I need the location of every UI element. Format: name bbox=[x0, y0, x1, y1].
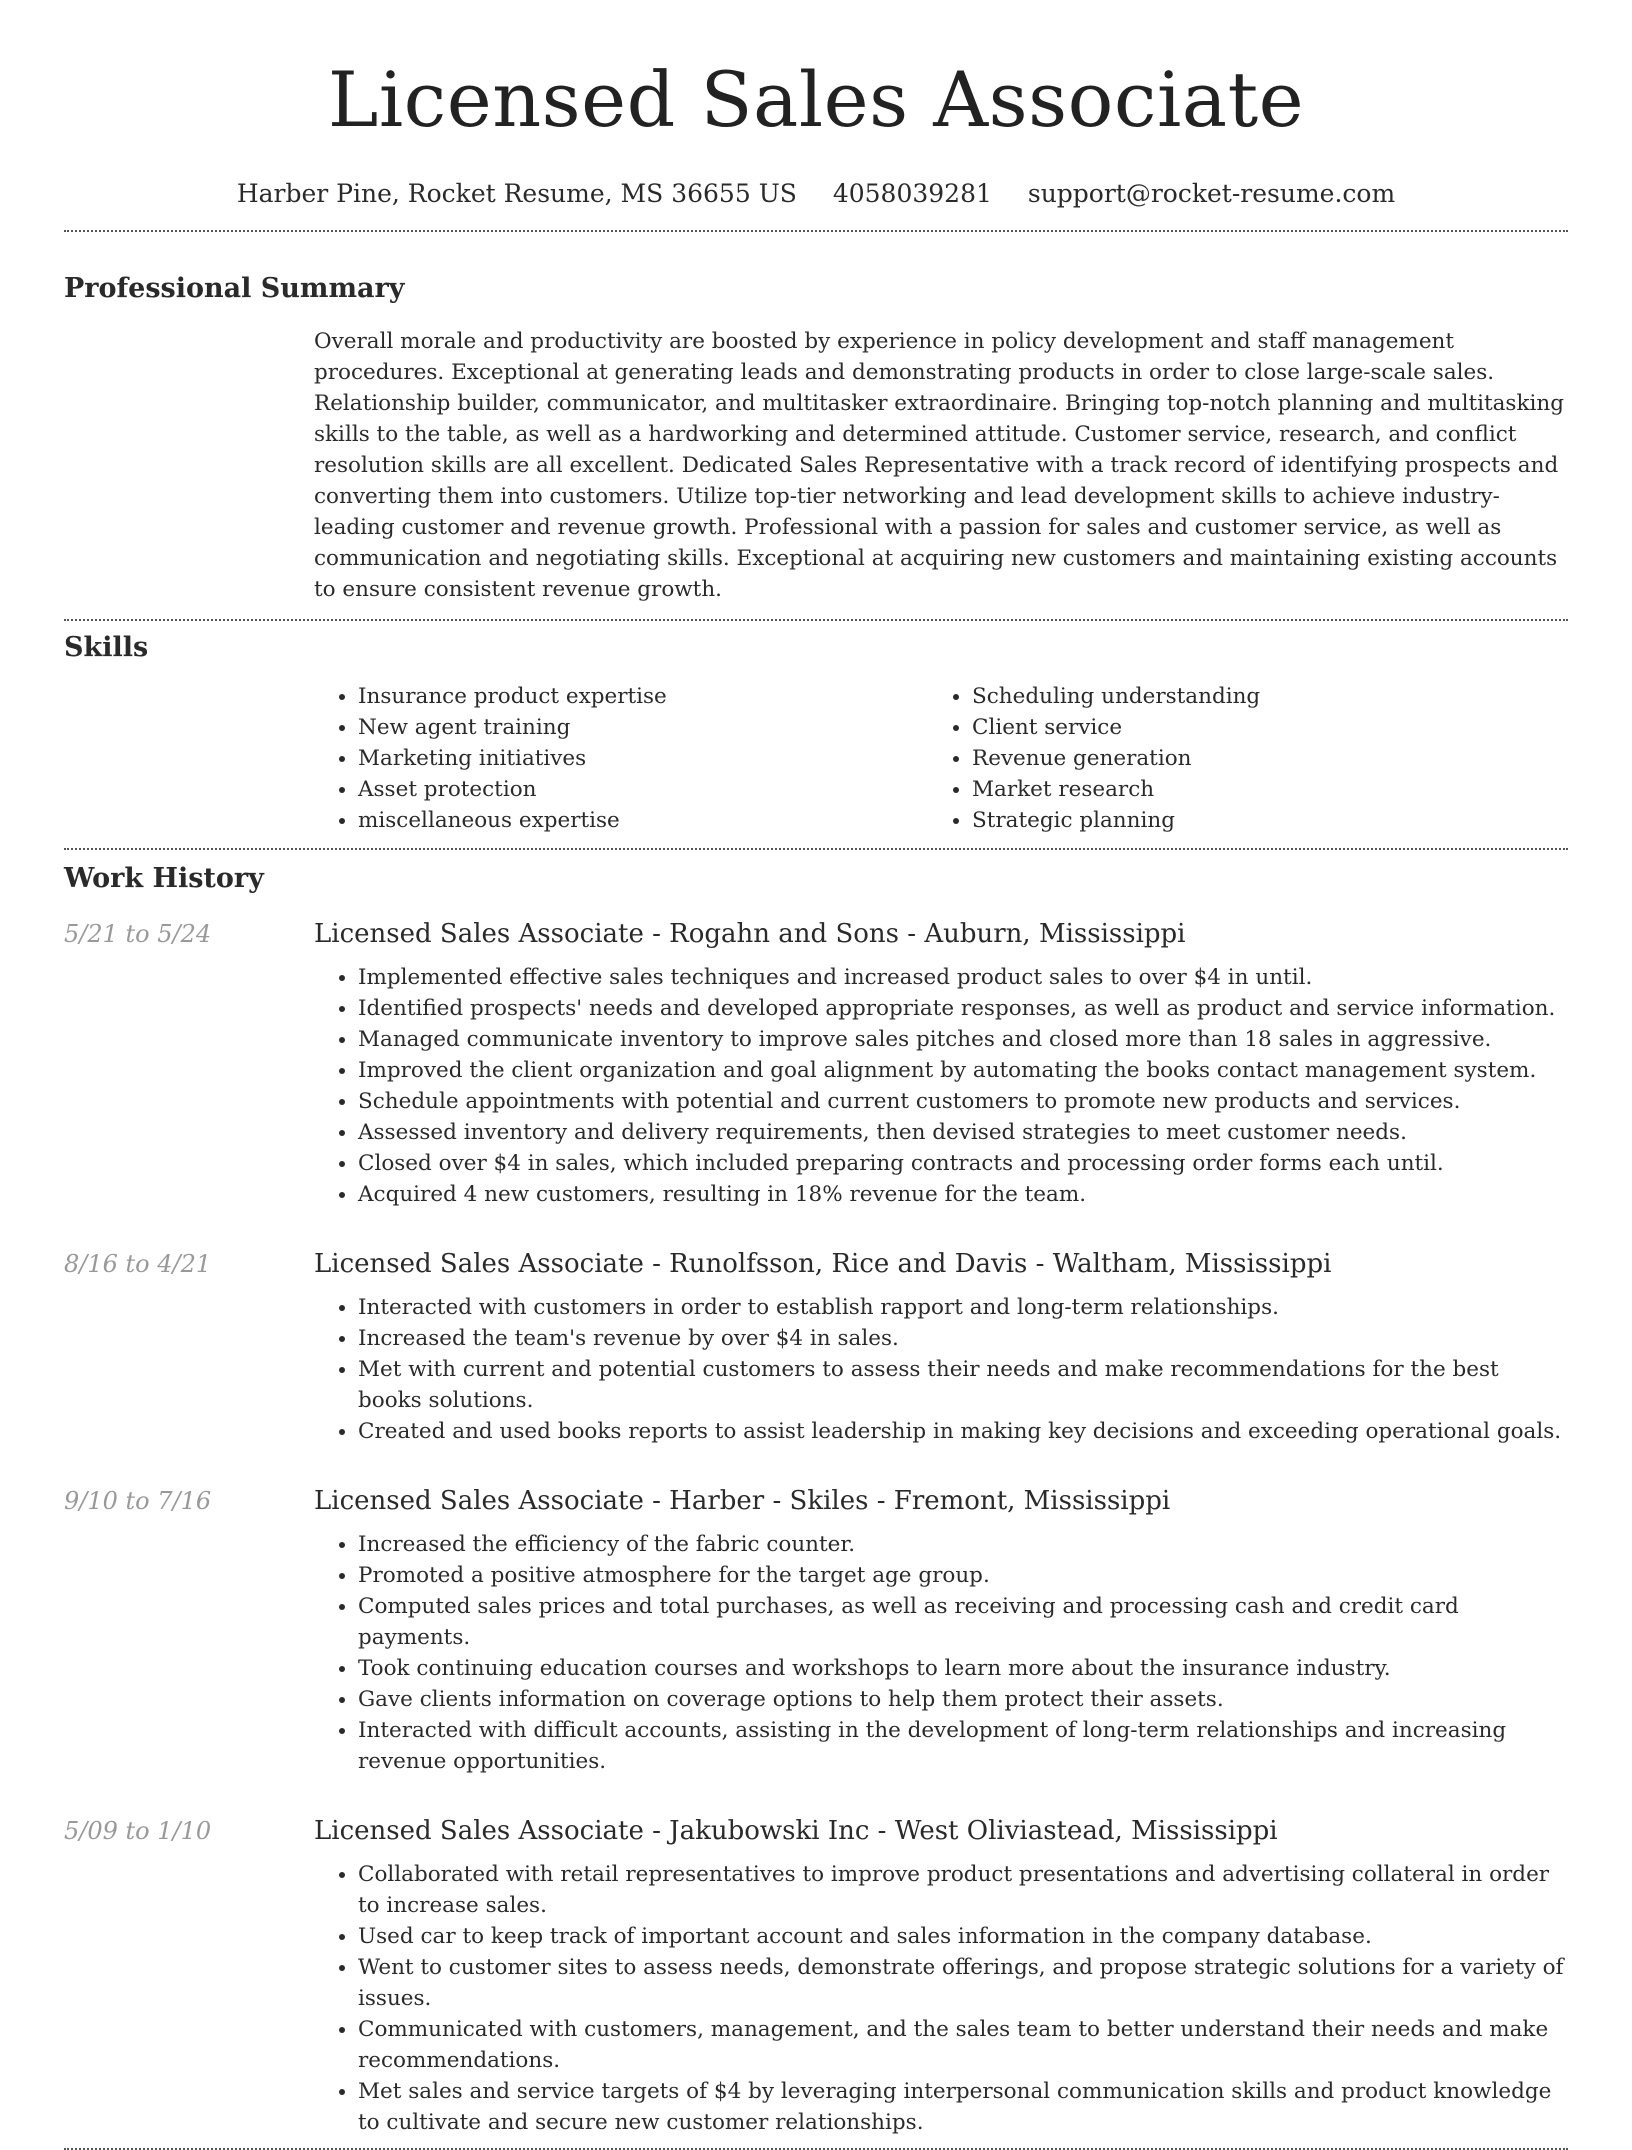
skills-column-left bbox=[314, 681, 928, 836]
skill-item: • Revenue generation bbox=[972, 743, 1542, 774]
job-bullet: • Closed over $4 in sales, which included preparing contracts and processing order forms each until. bbox=[358, 1148, 1568, 1179]
job-bullet: • Communicated with customers, management, and the sales team to better understand their needs and make recommendations. bbox=[358, 2014, 1568, 2076]
job-bullet: • Increased the efficiency of the fabric counter. bbox=[358, 1529, 1568, 1560]
job-bullets bbox=[314, 1292, 1568, 1447]
job-bullet: • Identified prospects' needs and developed appropriate responses, as well as product and service information. bbox=[358, 993, 1568, 1024]
skill-item: • Client service bbox=[972, 712, 1542, 743]
summary-heading: Professional Summary bbox=[64, 273, 405, 304]
job-bullet: • Created and used books reports to assist leadership in making key decisions and exceeding operational goals. bbox=[358, 1416, 1568, 1447]
job-bullet: • Increased the team's revenue by over $4 in sales. bbox=[358, 1323, 1568, 1354]
skill-item: • Scheduling understanding bbox=[972, 681, 1542, 712]
contact-address: Harber Pine, Rocket Resume, MS 36655 US bbox=[236, 179, 797, 208]
skill-item: • miscellaneous expertise bbox=[358, 805, 928, 836]
job-bullet: • Used car to keep track of important account and sales information in the company database. bbox=[358, 1921, 1568, 1952]
skills-heading: Skills bbox=[64, 632, 149, 663]
skill-item: • Strategic planning bbox=[972, 805, 1542, 836]
job-bullet: • Went to customer sites to assess needs, demonstrate offerings, and propose strategic solutions for a variety of issues. bbox=[358, 1952, 1568, 2014]
skill-item: • Marketing initiatives bbox=[358, 743, 928, 774]
job-bullets bbox=[314, 1529, 1568, 1777]
job-bullet: • Collaborated with retail representatives to improve product presentations and advertising collateral in order to increase sales. bbox=[358, 1859, 1568, 1921]
job-entry bbox=[64, 1485, 1568, 1777]
contact-email: support@rocket-resume.com bbox=[1027, 179, 1396, 208]
job-bullet: • Implemented effective sales techniques and increased product sales to over $4 in until. bbox=[358, 962, 1568, 993]
skill-item: • Asset protection bbox=[358, 774, 928, 805]
job-title: Licensed Sales Associate - Runolfsson, Rice and Davis - Waltham, Mississippi bbox=[314, 1249, 1332, 1279]
job-bullet: • Schedule appointments with potential and current customers to promote new products and services. bbox=[358, 1086, 1568, 1117]
job-title: Licensed Sales Associate - Jakubowski Inc - West Oliviastead, Mississippi bbox=[314, 1816, 1278, 1846]
job-bullets bbox=[314, 1859, 1568, 2138]
job-bullet: • Interacted with customers in order to establish rapport and long-term relationships. bbox=[358, 1292, 1568, 1323]
job-bullet: • Gave clients information on coverage options to help them protect their assets. bbox=[358, 1684, 1568, 1715]
job-bullet: • Managed communicate inventory to improve sales pitches and closed more than 18 sales in aggressive. bbox=[358, 1024, 1568, 1055]
job-dates: 5/21 to 5/24 bbox=[64, 920, 212, 948]
job-bullet: • Promoted a positive atmosphere for the target age group. bbox=[358, 1560, 1568, 1591]
job-entry bbox=[64, 918, 1568, 1210]
contact-phone: 4058039281 bbox=[832, 179, 992, 208]
job-bullet: • Computed sales prices and total purchases, as well as receiving and processing cash and credit card payments. bbox=[358, 1591, 1568, 1653]
section-divider bbox=[64, 230, 1568, 232]
job-bullet: • Met sales and service targets of $4 by leveraging interpersonal communication skills and product knowledge to cultivate and secure new customer relationships. bbox=[358, 2076, 1568, 2138]
work-history-heading: Work History bbox=[64, 863, 264, 894]
job-bullet: • Interacted with difficult accounts, assisting in the development of long-term relationships and increasing revenue opportunities. bbox=[358, 1715, 1568, 1777]
contact-line bbox=[64, 178, 1568, 210]
resume-title: Licensed Sales Associate bbox=[327, 55, 1305, 144]
job-entry bbox=[64, 1248, 1568, 1447]
skills-column-right bbox=[928, 681, 1542, 836]
job-bullets bbox=[314, 962, 1568, 1210]
job-bullet: • Acquired 4 new customers, resulting in 18% revenue for the team. bbox=[358, 1179, 1568, 1210]
job-bullet: • Assessed inventory and delivery requirements, then devised strategies to meet customer needs. bbox=[358, 1117, 1568, 1148]
job-entry bbox=[64, 1815, 1568, 2138]
skill-item: • New agent training bbox=[358, 712, 928, 743]
skills-list bbox=[314, 681, 1568, 836]
job-bullet: • Took continuing education courses and workshops to learn more about the insurance industry. bbox=[358, 1653, 1568, 1684]
job-dates: 9/10 to 7/16 bbox=[64, 1487, 212, 1515]
job-bullet: • Improved the client organization and goal alignment by automating the books contact management system. bbox=[358, 1055, 1568, 1086]
job-title: Licensed Sales Associate - Rogahn and Sons - Auburn, Mississippi bbox=[314, 919, 1186, 949]
job-dates: 8/16 to 4/21 bbox=[64, 1250, 212, 1278]
job-dates: 5/09 to 1/10 bbox=[64, 1817, 212, 1845]
summary-text: Overall morale and productivity are boosted by experience in policy development and staff management procedures. Exceptional at generating leads and demonstrating products in order to close large-scale sales. Relationship builder, communicator, and multitasker extraordinaire. Bringing top-notch planning and multitasking skills to the table, as well as a hardworking and determined attitude. Customer service, research, and conflict resolution skills are all excellent. Dedicated Sales Representative with a track record of identifying prospects and converting them into customers. Utilize top-tier networking and lead development skills to achieve industry-leading customer and revenue growth. Professional with a passion for sales and customer service, as well as communication and negotiating skills. Exceptional at acquiring new customers and maintaining existing accounts to ensure consistent revenue growth. bbox=[314, 329, 1564, 602]
skill-item: • Insurance product expertise bbox=[358, 681, 928, 712]
job-title: Licensed Sales Associate - Harber - Skiles - Fremont, Mississippi bbox=[314, 1486, 1171, 1516]
section-divider bbox=[64, 619, 1568, 621]
skill-item: • Market research bbox=[972, 774, 1542, 805]
section-divider bbox=[64, 848, 1568, 850]
job-bullet: • Met with current and potential customers to assess their needs and make recommendations for the best books solutions. bbox=[358, 1354, 1568, 1416]
